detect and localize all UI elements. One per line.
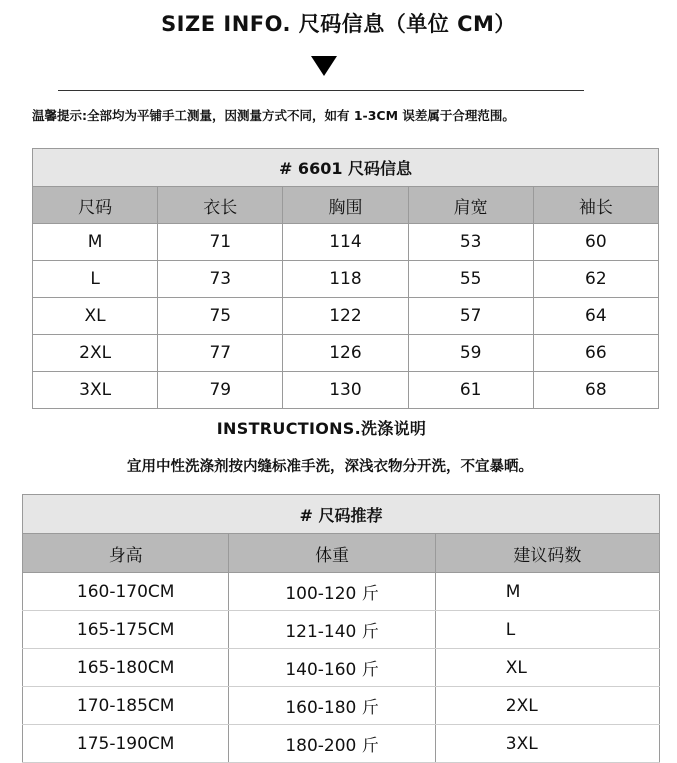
table-cell: 73 [158,261,283,298]
table-cell: 61 [408,372,533,409]
recommend-table-caption: # 尺码推荐 [23,495,660,534]
table-row [23,687,660,725]
measurement-note: 温馨提示:全部均为平铺手工测量，因测量方式不同，如有 1-3CM 误差属于合理范围。 [32,108,515,123]
table-row [33,372,659,409]
table-cell: 75 [158,298,283,335]
size-table-caption: # 6601 尺码信息 [33,149,659,187]
table-cell: M [435,573,659,611]
table-cell: 64 [533,298,658,335]
table-row [23,611,660,649]
table-cell: 68 [533,372,658,409]
table-cell: 77 [158,335,283,372]
table-cell: 126 [283,335,408,372]
table-cell: 165-180CM [23,649,229,687]
table-cell: 165-175CM [23,611,229,649]
table-cell: 118 [283,261,408,298]
table-row [33,298,659,335]
table-cell: XL [33,298,158,335]
table-cell: 55 [408,261,533,298]
table-cell: 62 [533,261,658,298]
table-row [23,725,660,763]
table-cell: 160-180 斤 [229,687,435,725]
table-cell: 66 [533,335,658,372]
size-recommend-table [22,494,660,763]
column-header: 建议码数 [435,534,659,573]
table-cell: 59 [408,335,533,372]
column-header: 衣长 [158,187,283,224]
column-header: 体重 [229,534,435,573]
column-header: 胸围 [283,187,408,224]
table-cell: 160-170CM [23,573,229,611]
table-cell: 175-190CM [23,725,229,763]
table-cell: 3XL [435,725,659,763]
table-cell: 180-200 斤 [229,725,435,763]
divider [58,90,584,91]
table-cell: 3XL [33,372,158,409]
table-cell: 57 [408,298,533,335]
column-header: 身高 [23,534,229,573]
table-cell: 130 [283,372,408,409]
instructions-text: 宜用中性洗涤剂按内缝标准手洗，深浅衣物分开洗，不宜暴晒。 [127,459,533,475]
table-cell: 121-140 斤 [229,611,435,649]
table-cell: 2XL [33,335,158,372]
table-row [33,261,659,298]
table-cell: 71 [158,224,283,261]
table-cell: XL [435,649,659,687]
table-row [23,573,660,611]
table-row [33,335,659,372]
table-cell: 60 [533,224,658,261]
table-cell: L [435,611,659,649]
column-header: 尺码 [33,187,158,224]
column-header: 肩宽 [408,187,533,224]
page-title: SIZE INFO. 尺码信息（单位 CM） [161,12,516,36]
table-cell: 2XL [435,687,659,725]
table-cell: 170-185CM [23,687,229,725]
table-cell: L [33,261,158,298]
size-info-table [32,148,659,409]
down-arrow-icon [311,56,337,76]
table-row [33,224,659,261]
table-cell: 53 [408,224,533,261]
table-cell: M [33,224,158,261]
instructions-title: INSTRUCTIONS.洗涤说明 [216,419,427,438]
table-cell: 100-120 斤 [229,573,435,611]
table-cell: 114 [283,224,408,261]
table-row [23,649,660,687]
column-header: 袖长 [533,187,658,224]
table-cell: 140-160 斤 [229,649,435,687]
table-cell: 79 [158,372,283,409]
table-cell: 122 [283,298,408,335]
